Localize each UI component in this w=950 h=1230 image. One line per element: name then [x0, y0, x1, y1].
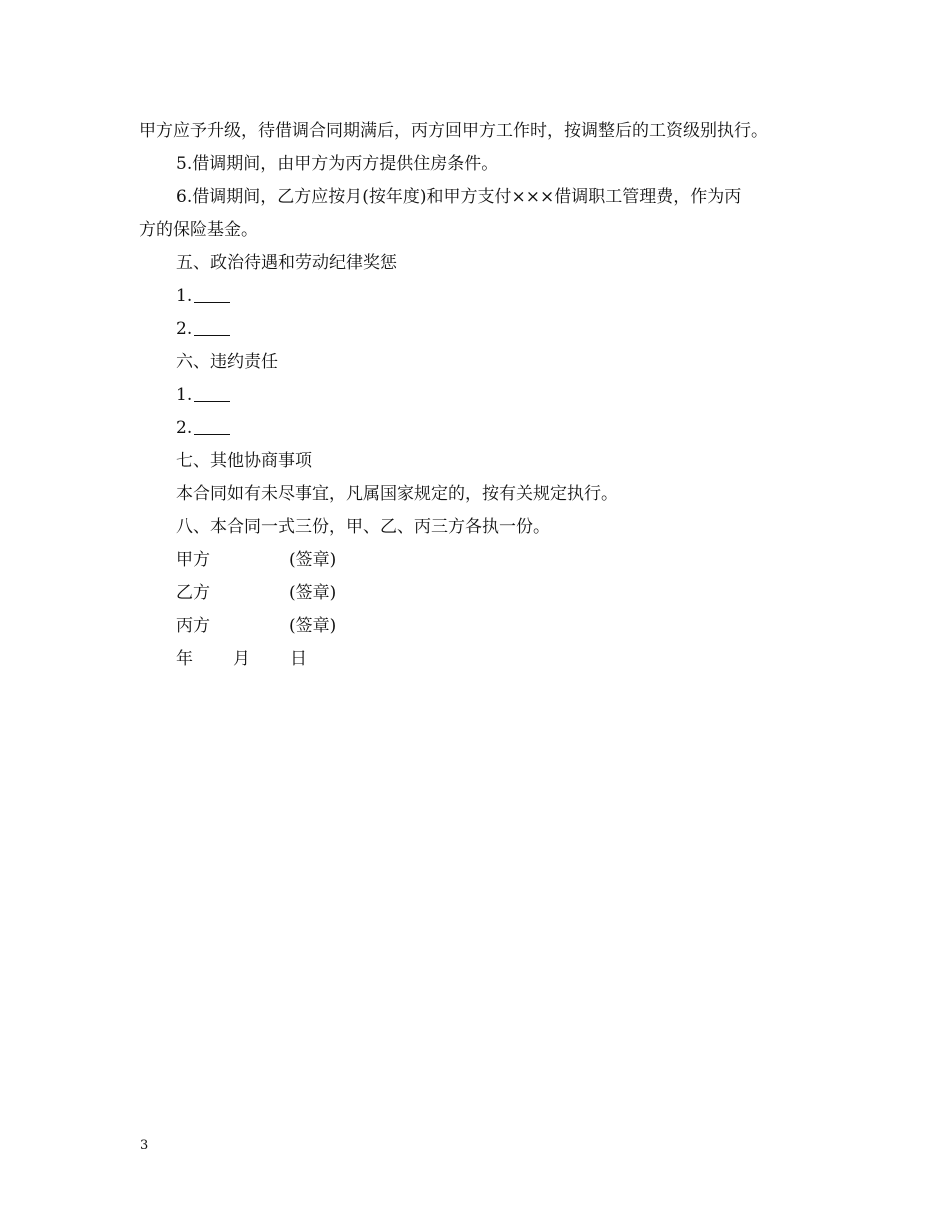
signature-row-party-c — [139, 610, 829, 643]
fill-in-blank[interactable] — [194, 284, 230, 303]
item-number: 2. — [176, 418, 193, 438]
paragraph-salary-continuation: 甲方应予升级，待借调合同期满后，丙方回甲方工作时，按调整后的工资级别执行。 — [139, 121, 768, 141]
date-year-label: 年 — [176, 649, 193, 669]
paragraph-unresolved-matters: 本合同如有未尽事宜，凡属国家规定的，按有关规定执行。 — [176, 484, 618, 504]
section6-item-1 — [139, 379, 829, 412]
paragraph-management-fee-line1: 6.借调期间，乙方应按月(按年度)和甲方支付×××借调职工管理费，作为丙 — [176, 187, 742, 207]
section-heading-breach-liability: 六、违约责任 — [176, 352, 278, 372]
section5-item-2 — [139, 313, 829, 346]
fill-in-blank[interactable] — [194, 317, 230, 336]
fill-in-blank[interactable] — [194, 416, 230, 435]
page-number: 3 — [140, 1138, 149, 1153]
item-number: 1. — [176, 286, 193, 306]
item-number: 1. — [176, 385, 193, 405]
date-month-label: 月 — [233, 649, 250, 669]
document-body — [139, 115, 829, 676]
seal-label: (签章) — [289, 550, 337, 570]
paragraph-management-fee-line2: 方的保险基金。 — [139, 220, 258, 240]
section6-item-2 — [139, 412, 829, 445]
date-day-label: 日 — [290, 649, 307, 669]
signature-row-party-b — [139, 577, 829, 610]
signature-row-party-a — [139, 544, 829, 577]
party-name: 乙方 — [176, 583, 210, 603]
section5-item-1 — [139, 280, 829, 313]
section-heading-other-matters: 七、其他协商事项 — [176, 451, 312, 471]
date-line — [139, 643, 829, 676]
item-number: 2. — [176, 319, 193, 339]
section-heading-copies: 八、本合同一式三份，甲、乙、丙三方各执一份。 — [176, 517, 550, 537]
party-name: 甲方 — [176, 550, 210, 570]
paragraph-housing: 5.借调期间，由甲方为丙方提供住房条件。 — [176, 154, 499, 174]
party-name: 丙方 — [176, 616, 210, 636]
seal-label: (签章) — [289, 583, 337, 603]
fill-in-blank[interactable] — [194, 383, 230, 402]
section-heading-political-treatment: 五、政治待遇和劳动纪律奖惩 — [176, 253, 397, 273]
seal-label: (签章) — [289, 616, 337, 636]
